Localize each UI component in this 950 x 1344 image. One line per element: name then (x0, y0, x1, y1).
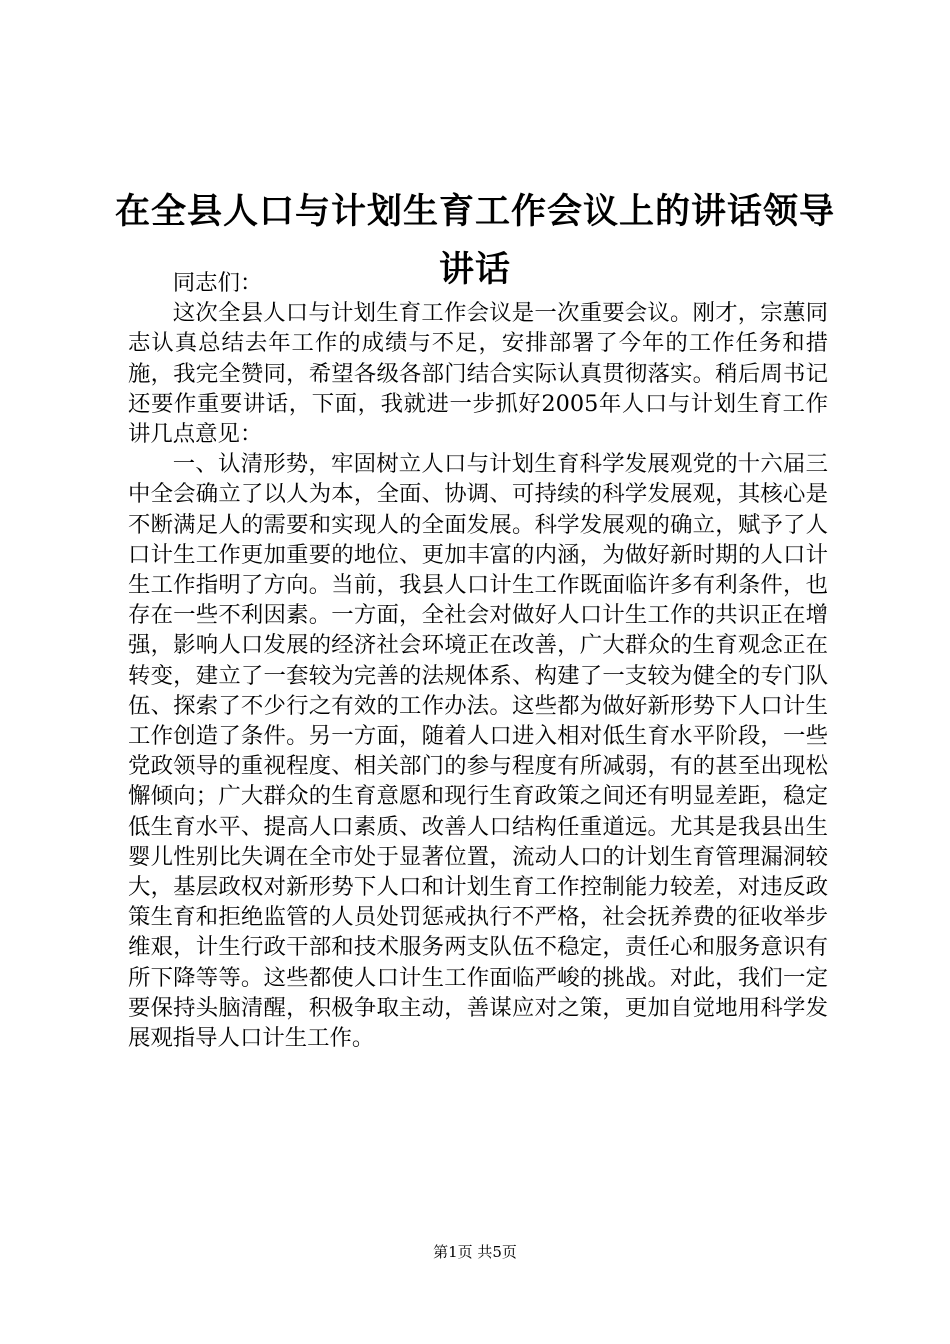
document-title-line-2: 讲话 (438, 250, 511, 290)
salutation-paragraph: 同志们： (172, 270, 263, 296)
page-footer: 第1页 共5页 (433, 1243, 517, 1261)
section-one-paragraph: 一、认清形势，牢固树立人口与计划生育科学发展观党的十六届三中全会确立了以人为本，全面、协调、可持续的科学发展观，其核心是不断满足人的需要和实现人的全面发展。科学发展观的确立，赋予了人口计生工作更加重要的地位、更加丰富的内涵，为做好新时期的人口计生工作指明了方向。当前，我县人口计生工作既面临许多有利条件，也存在一些不利因素。一方面，全社会对做好人口计生工作的共识正在增强，影响人口发展的经济社会环境正在改善，广大群众的生育观念正在转变，建立了一套较为完善的法规体系、构建了一支较为健全的专门队伍、探索了不少行之有效的工作办法。这些都为做好新形势下人口计生工作创造了条件。另一方面，随着人口进入相对低生育水平阶段，一些党政领导的重视程度、相关部门的参与程度有所减弱，有的甚至出现松懈倾向；广大群众的生育意愿和现行生育政策之间还有明显差距，稳定低生育水平、提高人口素质、改善人口结构任重道远。尤其是我县出生婴儿性别比失调在全市处于显著位置，流动人口的计划生育管理漏洞较大，基层政权对新形势下人口和计划生育工作控制能力较差，对违反政策生育和拒绝监管的人员处罚惩戒执行不严格，社会抚养费的征收举步维艰，计生行政干部和技术服务两支队伍不稳定，责任心和服务意识有所下降等等。这些都使人口计生工作面临严峻的挑战。对此，我们一定要保持头脑清醒，积极争取主动，善谋应对之策，更加自觉地用科学发展观指导人口计生工作。 (128, 451, 828, 1052)
intro-paragraph: 这次全县人口与计划生育工作会议是一次重要会议。刚才，宗蕙同志认真总结去年工作的成绩与不足，安排部署了今年的工作任务和措施，我完全赞同，希望各级各部门结合实际认真贯彻落实。稍后周书记还要作重要讲话，下面，我就进一步抓好2005年人口与计划生育工作讲几点意见： (128, 300, 828, 448)
document-title-line-1: 在全县人口与计划生育工作会议上的讲话领导 (114, 192, 835, 232)
document-body (128, 268, 828, 1053)
